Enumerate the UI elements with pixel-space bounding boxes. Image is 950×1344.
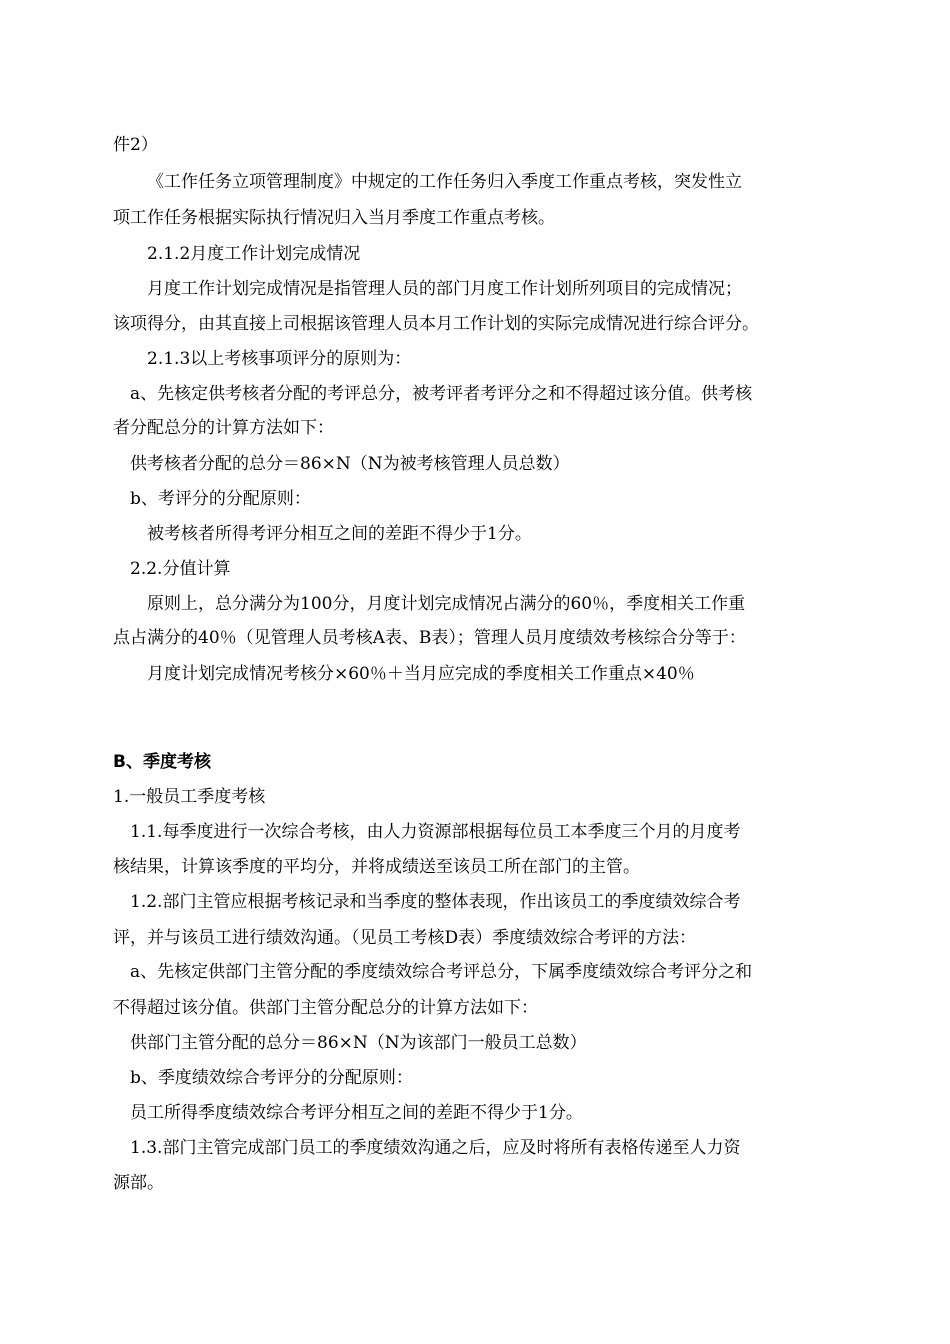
paragraph-line: 项工作任务根据实际执行情况归入当月季度工作重点考核。 [113,208,555,228]
section-title: B、季度考核 [113,752,211,772]
section-heading: 2.1.3以上考核事项评分的原则为： [147,349,412,369]
paragraph-line: 1.2.部门主管应根据考核记录和当季度的整体表现，作出该员工的季度绩效综合考 [130,892,741,912]
paragraph-line: 被考核者所得考评分相互之间的差距不得少于1分。 [147,524,532,544]
formula-line: 月度计划完成情况考核分×60％＋当月应完成的季度相关工作重点×40％ [147,664,695,684]
paragraph-line: 核结果，计算该季度的平均分，并将成绩送至该员工所在部门的主管。 [113,857,640,877]
paragraph-line: 不得超过该分值。供部门主管分配总分的计算方法如下： [113,998,538,1018]
paragraph-line: 件2） [113,135,158,155]
paragraph-line: 员工所得季度绩效综合考评分相互之间的差距不得少于1分。 [130,1103,583,1123]
paragraph-line: 1.1.每季度进行一次综合考核，由人力资源部根据每位员工本季度三个月的月度考 [130,822,741,842]
paragraph-line: 者分配总分的计算方法如下： [113,418,334,438]
section-heading: 2.2.分值计算 [130,559,231,579]
section-heading: 1.一般员工季度考核 [113,787,266,807]
paragraph-line: b、考评分的分配原则： [130,489,311,509]
paragraph-line: 该项得分，由其直接上司根据该管理人员本月工作计划的实际完成情况进行综合评分。 [113,314,759,334]
paragraph-line: 1.3.部门主管完成部门员工的季度绩效沟通之后，应及时将所有表格传递至人力资 [130,1138,741,1158]
paragraph-line: a、先核定供部门主管分配的季度绩效综合考评总分，下属季度绩效综合考评分之和 [130,962,753,982]
paragraph-line: 点占满分的40％（见管理人员考核A表、B表）；管理人员月度绩效考核综合分等于： [113,628,746,648]
paragraph-line: 《工作任务立项管理制度》中规定的工作任务归入季度工作重点考核，突发性立 [147,172,742,192]
paragraph-line: a、先核定供考核者分配的考评总分，被考评者考评分之和不得超过该分值。供考核 [130,384,753,404]
paragraph-line: 月度工作计划完成情况是指管理人员的部门月度工作计划所列项目的完成情况； [147,279,742,299]
paragraph-line: 原则上，总分满分为100分，月度计划完成情况占满分的60％，季度相关工作重 [147,594,746,614]
formula-line: 供部门主管分配的总分＝86×N（N为该部门一般员工总数） [130,1033,587,1053]
paragraph-line: 源部。 [113,1173,164,1193]
formula-line: 供考核者分配的总分＝86×N（N为被考核管理人员总数） [130,454,570,474]
section-heading: 2.1.2月度工作计划完成情况 [147,244,361,264]
paragraph-line: b、季度绩效综合考评分的分配原则： [130,1068,413,1088]
paragraph-line: 评，并与该员工进行绩效沟通。（见员工考核D表）季度绩效综合考评的方法： [113,928,697,948]
